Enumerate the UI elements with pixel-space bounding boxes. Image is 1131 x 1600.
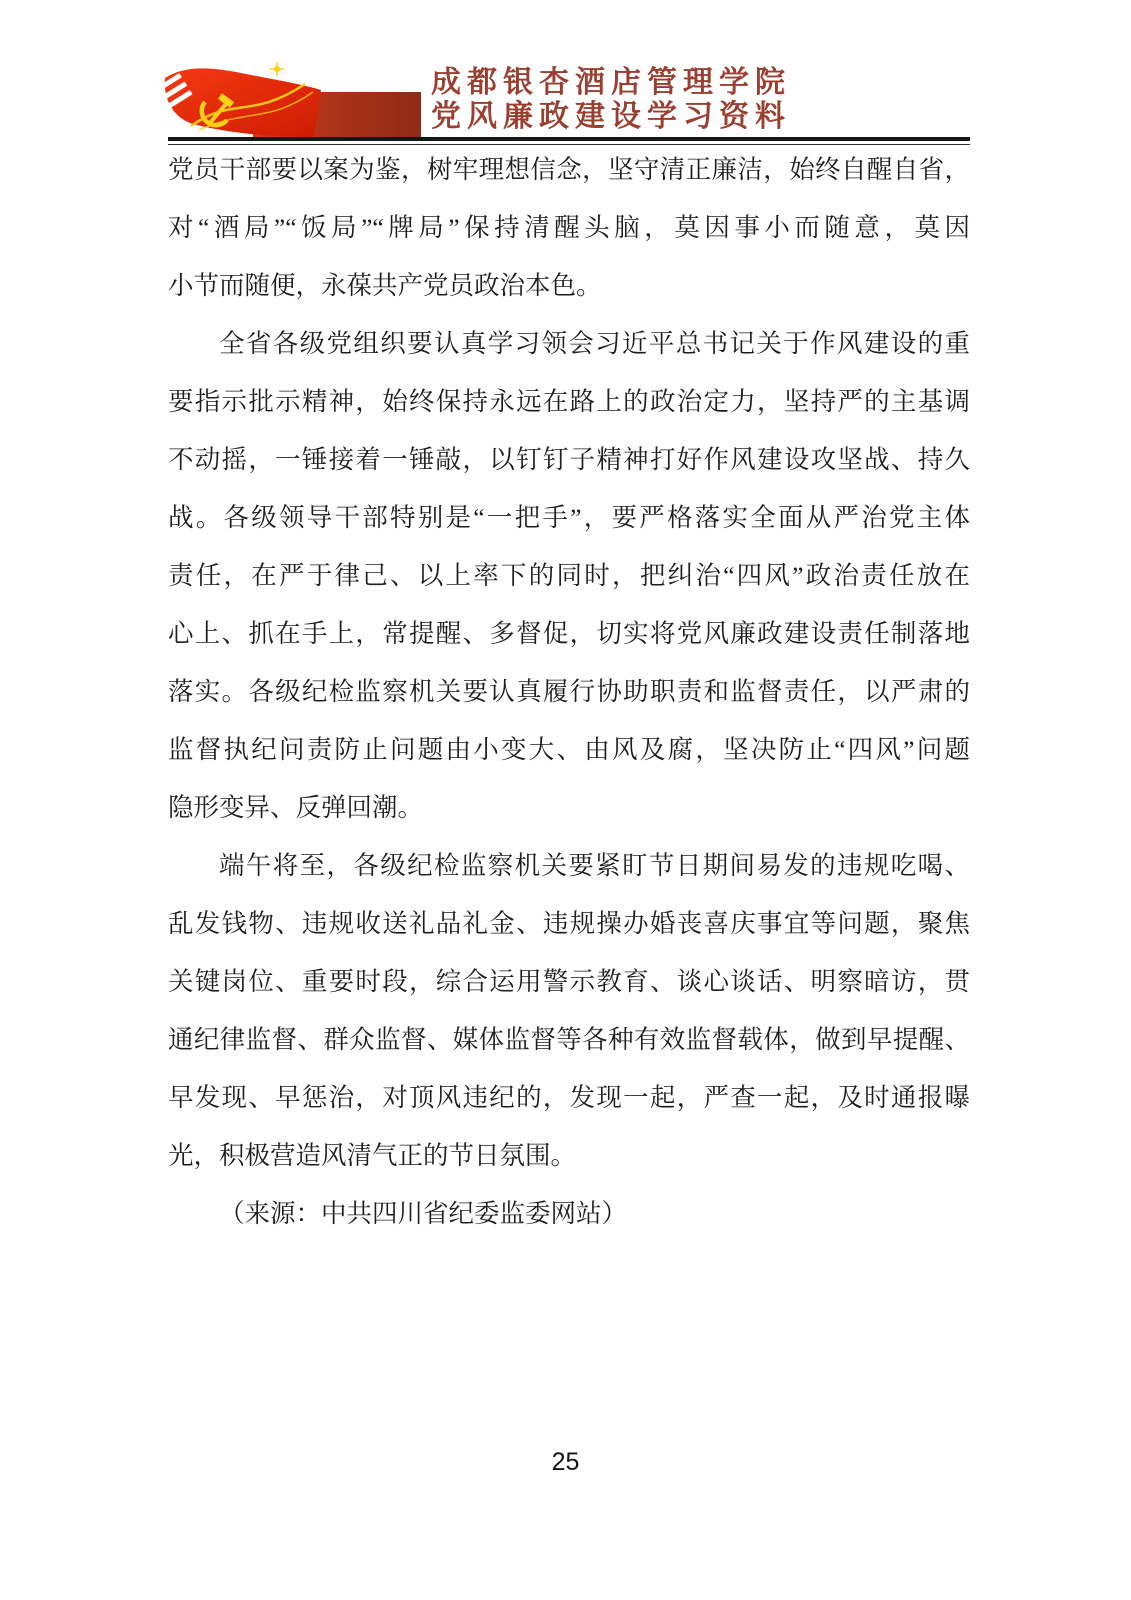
text-line: 对“酒局”“饭局”“牌局”保持清醒头脑，莫因事小而随意，莫因 (168, 213, 970, 242)
text-line: 关键岗位、重要时段，综合运用警示教育、谈心谈话、明察暗访，贯 (168, 967, 970, 996)
text-line: 小节而随便，永葆共产党员政治本色。 (168, 271, 602, 300)
header-doc-title: 党风廉政建设学习资料 (431, 100, 791, 133)
page-header (431, 66, 791, 134)
party-flag-logo (155, 62, 421, 138)
flag-shape (165, 68, 321, 137)
text-line: 乱发钱物、违规收送礼品礼金、违规操办婚丧喜庆事宜等问题，聚焦 (168, 909, 970, 938)
text-line: 全省各级党组织要认真学习领会习近平总书记关于作风建设的重 (219, 329, 970, 358)
text-line: 通纪律监督、群众监督、媒体监督等各种有效监督载体，做到早提醒、 (168, 1025, 970, 1054)
text-line: 端午将至，各级纪检监察机关要紧盯节日期间易发的违规吃喝、 (219, 851, 970, 880)
text-line: 不动摇，一锤接着一锤敲，以钉钉子精神打好作风建设攻坚战、持久 (168, 445, 970, 474)
text-line: 隐形变异、反弹回潮。 (168, 793, 424, 822)
text-line: 光，积极营造风清气正的节日氛围。 (168, 1141, 577, 1170)
text-line: 监督执纪问责防止问题由小变大、由风及腐，坚决防止“四风”问题 (168, 735, 970, 764)
header-org-title: 成都银杏酒店管理学院 (431, 66, 791, 99)
text-line: 早发现、早惩治，对顶风违纪的，发现一起，严查一起，及时通报曝 (168, 1083, 970, 1112)
text-line: 责任，在严于律己、以上率下的同时，把纠治“四风”政治责任放在 (168, 561, 970, 590)
page-number: 25 (551, 1448, 580, 1476)
party-flag-hammer-sickle-icon (155, 62, 421, 138)
text-line: 战。各级领导干部特别是“一把手”，要严格落实全面从严治党主体 (168, 503, 970, 532)
spark-icon (270, 62, 284, 76)
text-line: 落实。各级纪检监察机关要认真履行协助职责和监督责任，以严肃的 (168, 677, 970, 706)
text-line: 党员干部要以案为鉴，树牢理想信念，坚守清正廉洁，始终自醒自省， (168, 155, 970, 184)
document-body (168, 141, 970, 1243)
text-line: 心上、抓在手上，常提醒、多督促，切实将党风廉政建设责任制落地 (168, 619, 970, 648)
text-line: 要指示批示精神，始终保持永远在路上的政治定力，坚持严的主基调 (168, 387, 970, 416)
text-line: （来源：中共四川省纪委监委网站） (219, 1199, 628, 1228)
